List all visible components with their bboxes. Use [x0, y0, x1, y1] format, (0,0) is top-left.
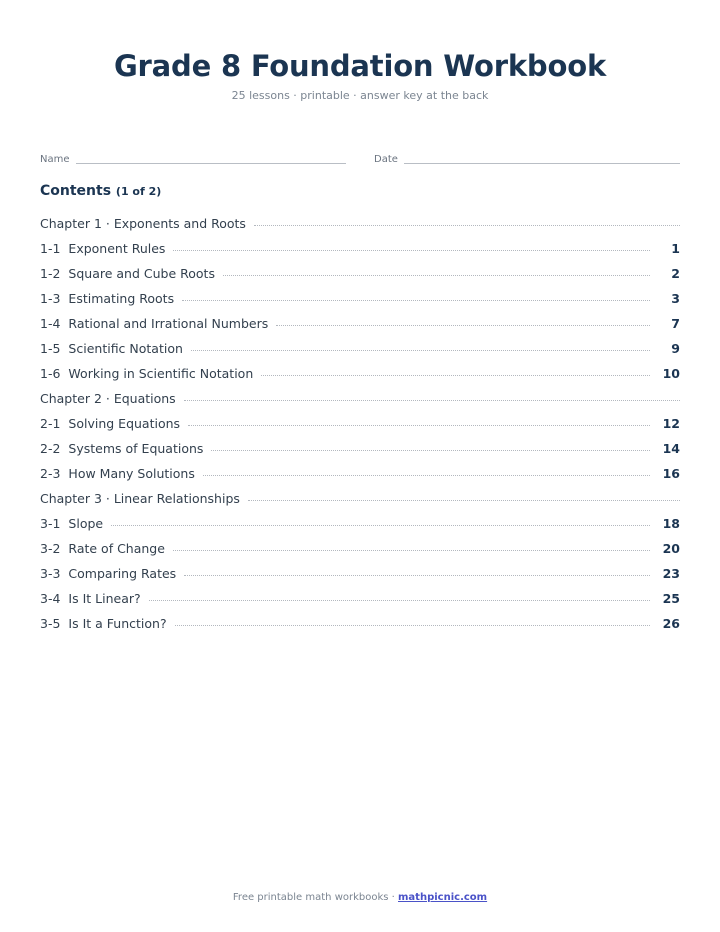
- student-fields: [40, 152, 680, 166]
- name-line: [76, 163, 346, 164]
- lesson-title: Working in Scientific Notation: [68, 366, 254, 381]
- lesson-number: 3-3: [40, 566, 61, 581]
- lesson-number: 1-1: [40, 241, 61, 256]
- dot-leader: [188, 425, 650, 426]
- page-number: 7: [671, 316, 680, 331]
- page-number: 18: [662, 516, 680, 531]
- toc-lesson[interactable]: [40, 266, 680, 291]
- contents-heading: [40, 182, 680, 201]
- toc-chapter[interactable]: [40, 216, 680, 241]
- toc-lesson[interactable]: [40, 441, 680, 466]
- contents-heading-text: Contents: [40, 183, 112, 199]
- dot-leader: [191, 350, 650, 351]
- page-number: 25: [662, 591, 680, 606]
- name-label: Name: [40, 154, 70, 165]
- lesson-number: 1-2: [40, 266, 61, 281]
- toc-lesson[interactable]: [40, 341, 680, 366]
- dot-leader: [184, 400, 680, 401]
- dot-leader: [203, 475, 650, 476]
- dot-leader: [175, 625, 650, 626]
- toc-chapter[interactable]: [40, 491, 680, 516]
- page-number: 9: [671, 341, 680, 356]
- dot-leader: [223, 275, 650, 276]
- lesson-title: Estimating Roots: [68, 291, 175, 306]
- lesson-title: Systems of Equations: [68, 441, 204, 456]
- lesson-title: Square and Cube Roots: [68, 266, 215, 281]
- lesson-number: 1-3: [40, 291, 61, 306]
- lesson-title: Slope: [68, 516, 104, 531]
- date-line: [404, 163, 680, 164]
- dot-leader: [184, 575, 650, 576]
- toc-lesson[interactable]: [40, 366, 680, 391]
- lesson-title: How Many Solutions: [68, 466, 195, 481]
- lesson-number: 3-5: [40, 616, 61, 631]
- lesson-title: Rate of Change: [68, 541, 165, 556]
- lesson-number: 3-1: [40, 516, 61, 531]
- page-footer: [0, 891, 720, 905]
- date-field[interactable]: [374, 154, 680, 166]
- lesson-number: 3-2: [40, 541, 61, 556]
- lesson-number: 1-6: [40, 366, 61, 381]
- page-number: 16: [662, 466, 680, 481]
- page-number: 1: [671, 241, 680, 256]
- toc-lesson[interactable]: [40, 516, 680, 541]
- lesson-number: 2-2: [40, 441, 61, 456]
- dot-leader: [254, 225, 680, 226]
- toc-lesson[interactable]: [40, 541, 680, 566]
- toc-lesson[interactable]: [40, 416, 680, 441]
- lesson-number: 3-4: [40, 591, 61, 606]
- lesson-number: 2-1: [40, 416, 61, 431]
- toc-lesson[interactable]: [40, 566, 680, 591]
- contents-part: (1 of 2): [115, 185, 162, 198]
- toc-lesson[interactable]: [40, 241, 680, 266]
- lesson-title: Exponent Rules: [68, 241, 166, 256]
- dot-leader: [276, 325, 650, 326]
- page-number: 2: [671, 266, 680, 281]
- toc-chapter[interactable]: [40, 391, 680, 416]
- toc-lesson[interactable]: [40, 466, 680, 491]
- page-subtitle: 25 lessons · printable · answer key at the back: [231, 89, 489, 102]
- dot-leader: [248, 500, 680, 501]
- lesson-title: Scientific Notation: [68, 341, 183, 356]
- dot-leader: [182, 300, 650, 301]
- lesson-title: Is It a Function?: [68, 616, 167, 631]
- lesson-number: 1-4: [40, 316, 61, 331]
- dot-leader: [149, 600, 650, 601]
- page-number: 12: [662, 416, 680, 431]
- chapter-title: Chapter 3 · Linear Relationships: [40, 491, 240, 506]
- toc-lesson[interactable]: [40, 316, 680, 341]
- date-label: Date: [374, 154, 398, 165]
- footer-text: Free printable math workbooks ·: [232, 892, 399, 903]
- dot-leader: [261, 375, 650, 376]
- toc-lesson[interactable]: [40, 291, 680, 316]
- lesson-title: Rational and Irrational Numbers: [68, 316, 269, 331]
- lesson-title: Comparing Rates: [68, 566, 177, 581]
- page-number: 26: [662, 616, 680, 631]
- page-number: 10: [662, 366, 680, 381]
- chapter-title: Chapter 1 · Exponents and Roots: [40, 216, 246, 231]
- chapter-title: Chapter 2 · Equations: [40, 391, 176, 406]
- dot-leader: [211, 450, 650, 451]
- lesson-title: Solving Equations: [68, 416, 181, 431]
- lesson-number: 1-5: [40, 341, 61, 356]
- page-title: Grade 8 Foundation Workbook: [113, 49, 607, 83]
- lesson-number: 2-3: [40, 466, 61, 481]
- name-field[interactable]: [40, 154, 346, 166]
- dot-leader: [173, 250, 650, 251]
- page-number: 23: [662, 566, 680, 581]
- toc-lesson[interactable]: [40, 591, 680, 616]
- page-number: 3: [671, 291, 680, 306]
- footer-link[interactable]: mathpicnic.com: [398, 892, 488, 903]
- page-number: 20: [662, 541, 680, 556]
- toc-lesson[interactable]: [40, 616, 680, 641]
- page-number: 14: [662, 441, 680, 456]
- table-of-contents: [40, 216, 680, 641]
- dot-leader: [111, 525, 650, 526]
- lesson-title: Is It Linear?: [68, 591, 141, 606]
- dot-leader: [173, 550, 650, 551]
